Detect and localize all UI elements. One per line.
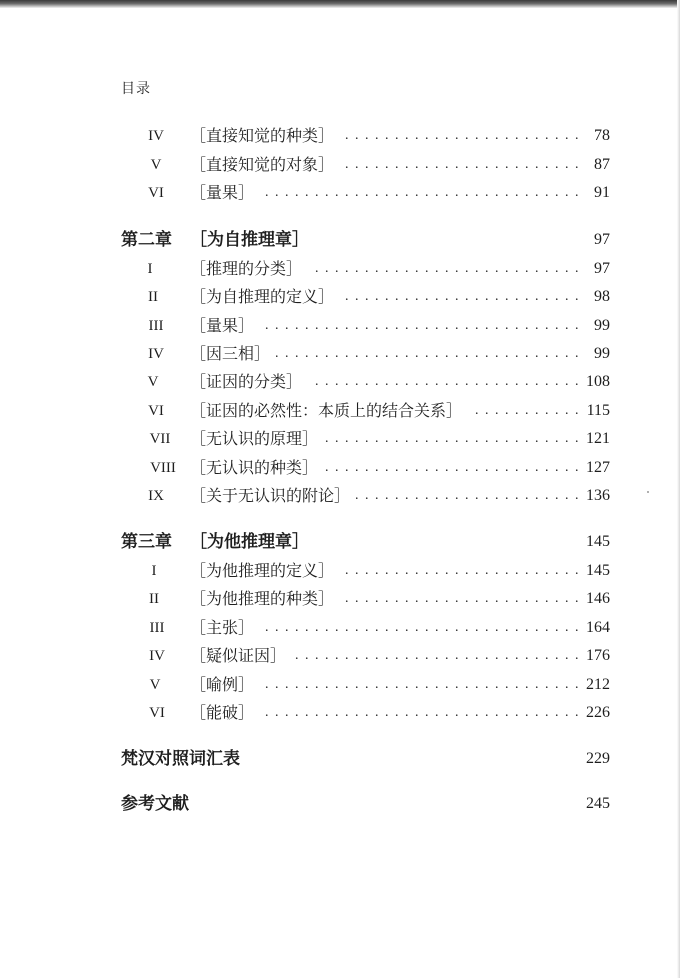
entry-page: 99 bbox=[594, 345, 610, 362]
entry-title: ［喻例］ bbox=[190, 671, 260, 699]
entry-number: VI bbox=[148, 403, 164, 419]
entry-title: ［无认识的种类］ bbox=[190, 454, 324, 482]
entry-number: V bbox=[150, 157, 162, 173]
chapter-heading[interactable] bbox=[0, 528, 680, 556]
toc-entry[interactable] bbox=[0, 312, 680, 340]
glossary-page: 229 bbox=[586, 750, 610, 767]
entry-page: 136 bbox=[586, 487, 610, 504]
entry-title: ［无认识的原理］ bbox=[190, 425, 324, 453]
toc-entry[interactable] bbox=[0, 671, 680, 699]
entry-number: V bbox=[147, 374, 159, 390]
entry-title: ［直接知觉的对象］ bbox=[190, 151, 340, 179]
entry-number: IV bbox=[148, 346, 164, 362]
entry-page: 78 bbox=[594, 127, 610, 144]
entry-number: I bbox=[147, 261, 153, 277]
entry-page: 145 bbox=[586, 562, 610, 579]
chapter-label: 第三章 bbox=[121, 532, 172, 552]
entry-number: IV bbox=[149, 648, 165, 664]
chapter-heading[interactable] bbox=[0, 226, 680, 254]
entry-title: ［证因的分类］ bbox=[190, 368, 308, 396]
entry-page: 98 bbox=[594, 288, 610, 305]
entry-page: 97 bbox=[594, 260, 610, 277]
toc-entry[interactable] bbox=[0, 397, 680, 425]
entry-title: ［因三相］ bbox=[190, 340, 276, 368]
entry-page: 176 bbox=[586, 647, 610, 664]
entry-title: ［直接知觉的种类］ bbox=[190, 122, 340, 150]
entry-title: ［为他推理的种类］ bbox=[190, 585, 340, 613]
chapter-page: 97 bbox=[594, 231, 610, 248]
entry-number: VI bbox=[148, 185, 164, 201]
entry-page: 212 bbox=[586, 676, 610, 693]
entry-title: ［关于无认识的附论］ bbox=[190, 482, 356, 510]
glossary-title: 梵汉对照词汇表 bbox=[121, 749, 240, 769]
entry-number: VII bbox=[149, 431, 171, 447]
glossary-entry[interactable] bbox=[0, 745, 680, 773]
entry-number: III bbox=[149, 620, 165, 636]
toc-entry[interactable] bbox=[0, 122, 680, 150]
toc-entry[interactable] bbox=[0, 425, 680, 453]
entry-number: III bbox=[148, 318, 164, 334]
entry-number: IX bbox=[148, 488, 164, 504]
toc-entry[interactable] bbox=[0, 482, 680, 510]
entry-title: ［证因的必然性：本质上的结合关系］ bbox=[190, 397, 468, 425]
toc-entry[interactable] bbox=[0, 642, 680, 670]
entry-title: ［能破］ bbox=[190, 699, 260, 727]
references-entry[interactable] bbox=[0, 790, 680, 818]
chapter-title: ［为他推理章］ bbox=[190, 532, 309, 552]
toc-entry[interactable] bbox=[0, 340, 680, 368]
toc-entry[interactable] bbox=[0, 557, 680, 585]
toc-entry[interactable] bbox=[0, 454, 680, 482]
entry-title: ［量果］ bbox=[190, 179, 260, 207]
entry-page: 91 bbox=[594, 184, 610, 201]
entry-number: I bbox=[151, 563, 157, 579]
entry-title: ［疑似证因］ bbox=[190, 642, 292, 670]
toc-entry[interactable] bbox=[0, 585, 680, 613]
entry-page: 99 bbox=[594, 317, 610, 334]
toc-entry[interactable] bbox=[0, 614, 680, 642]
entry-page: 226 bbox=[586, 704, 610, 721]
entry-number: V bbox=[149, 677, 161, 693]
entry-number: VIII bbox=[150, 460, 176, 476]
entry-number: II bbox=[148, 289, 158, 305]
entry-page: 115 bbox=[586, 402, 610, 419]
entry-number: II bbox=[149, 591, 159, 607]
entry-page: 87 bbox=[594, 156, 610, 173]
entry-number: IV bbox=[148, 128, 164, 144]
entry-page: 108 bbox=[586, 373, 610, 390]
chapter-page: 145 bbox=[586, 533, 610, 550]
references-page: 245 bbox=[586, 795, 610, 812]
entry-title: ［主张］ bbox=[190, 614, 260, 642]
chapter-title: ［为自推理章］ bbox=[190, 230, 309, 250]
entry-page: 146 bbox=[586, 590, 610, 607]
scan-speck bbox=[647, 491, 649, 493]
entry-number: VI bbox=[149, 705, 165, 721]
entry-page: 164 bbox=[586, 619, 610, 636]
toc-entry[interactable] bbox=[0, 283, 680, 311]
toc-entry[interactable] bbox=[0, 151, 680, 179]
toc-entry[interactable] bbox=[0, 255, 680, 283]
toc-entry[interactable] bbox=[0, 368, 680, 396]
chapter-label: 第二章 bbox=[121, 230, 172, 250]
entry-page: 127 bbox=[586, 459, 610, 476]
entry-title: ［量果］ bbox=[190, 312, 260, 340]
toc-entry[interactable] bbox=[0, 699, 680, 727]
entry-title: ［推理的分类］ bbox=[190, 255, 308, 283]
running-header: 目录 bbox=[121, 81, 151, 97]
entry-page: 121 bbox=[586, 430, 610, 447]
entry-title: ［为他推理的定义］ bbox=[190, 557, 340, 585]
toc-entry[interactable] bbox=[0, 179, 680, 207]
scan-top-edge bbox=[0, 0, 680, 8]
references-title: 参考文献 bbox=[121, 794, 189, 814]
entry-title: ［为自推理的定义］ bbox=[190, 283, 340, 311]
